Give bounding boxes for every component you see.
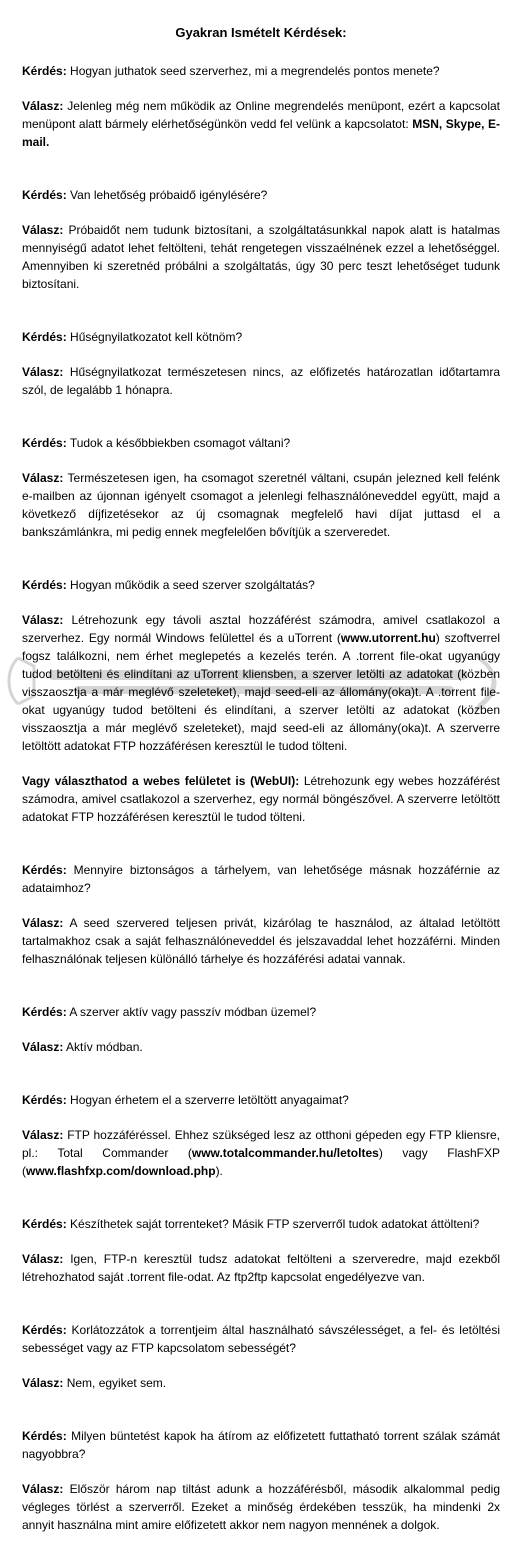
question-label: Kérdés:: [22, 1323, 67, 1337]
question-text: Mennyire biztonságos a tárhelyem, van lehetősége másnak hozzáférnie az adataimhoz?: [22, 863, 500, 895]
alternative-label: Vagy választhatod a webes felületet is (WebUI):: [22, 774, 300, 788]
answer-label: Válasz:: [22, 916, 64, 930]
faq-item: [22, 1427, 500, 1534]
faq-answer: [22, 469, 500, 541]
question-text: Készíthetek saját torrenteket? Másik FTP szerverről tudok adatokat áttölteni?: [70, 1217, 480, 1231]
answer-text: Jelenleg még nem működik az Online megrendelés menüpont, ezért a kapcsolat menüpont alatt bármely elérhetőségünkön vedd fel velünk a kapcsolatot:: [22, 99, 500, 131]
faq-item: [22, 1091, 500, 1180]
answer-label: Válasz:: [22, 99, 64, 113]
faq-question: [22, 1215, 500, 1233]
answer-emphasis: www.flashfxp.com/download.php: [26, 1164, 216, 1178]
faq-answer: [22, 914, 500, 968]
answer-label: Válasz:: [22, 1482, 64, 1496]
question-label: Kérdés:: [22, 330, 67, 344]
answer-label: Válasz:: [22, 365, 64, 379]
faq-question: [22, 1091, 500, 1109]
question-label: Kérdés:: [22, 1093, 67, 1107]
faq-answer: [22, 1480, 500, 1534]
faq-item: [22, 1321, 500, 1392]
faq-question: [22, 186, 500, 204]
answer-text: Létrehozunk egy távoli asztal hozzáférést számodra, amivel csatlakozol a szerverhez. Egy normál Windows felülettel és a uTorrent (: [22, 613, 500, 645]
faq-item: [22, 1215, 500, 1286]
answer-emphasis: MSN, Skype, E-mail.: [22, 117, 500, 149]
faq-question: [22, 861, 500, 897]
answer-text: A seed szervered teljesen privát, kizárólag te használod, az általad letöltött tartalmakhoz csak a saját felhasználóneveddel és jelszavaddal lehet hozzáférni. Minden felhasználónak teljesen különálló tárhelye és hozzáférési adatai vannak.: [22, 916, 501, 966]
question-text: Milyen büntetést kapok ha átírom az előfizetett futtatható torrent szálak számát nagyobbra?: [22, 1429, 500, 1461]
question-label: Kérdés:: [22, 1005, 67, 1019]
question-text: Korlátozzátok a torrentjeim által használható sávszélességet, a fel- és letöltési sebességet vagy az FTP kapcsolatom sebességét?: [22, 1323, 500, 1355]
faq-question: [22, 62, 500, 80]
faq-question: [22, 328, 500, 346]
question-text: Hűségnyilatkozatot kell kötnöm?: [70, 330, 243, 344]
faq-answer: [22, 611, 500, 755]
answer-text: ) vagy FlashFXP (: [22, 1146, 500, 1178]
faq-item: [22, 434, 500, 541]
answer-label: Válasz:: [22, 613, 64, 627]
faq-list: [22, 62, 500, 1534]
faq-answer: [22, 1038, 500, 1056]
alternative-text: Létrehozunk egy webes hozzáférést számodra, amivel csatlakozol a szerverhez, egy normál böngészővel. A szerverre letöltött adatokat FTP hozzáférésen keresztül le tudod tölteni.: [22, 774, 500, 824]
faq-item: [22, 328, 500, 399]
question-text: Hogyan juthatok seed szerverhez, mi a megrendelés pontos menete?: [70, 64, 440, 78]
question-label: Kérdés:: [22, 863, 67, 877]
answer-emphasis: www.utorrent.hu: [340, 631, 436, 645]
question-label: Kérdés:: [22, 188, 67, 202]
faq-question: [22, 576, 500, 594]
answer-text: ).: [215, 1164, 223, 1178]
page-title: Gyakran Ismételt Kérdések:: [175, 25, 347, 40]
answer-label: Válasz:: [22, 1128, 64, 1142]
faq-answer: [22, 1250, 500, 1286]
answer-text: FTP hozzáféréssel. Ehhez szükséged lesz az otthoni gépeden egy FTP kliensre, pl.: Total Commander (: [22, 1128, 500, 1160]
question-text: Van lehetőség próbaidő igénylésére?: [70, 188, 268, 202]
answer-text: Először három nap tiltást adunk a hozzáférésből, második alkalommal pedig végleges törlést a szerverről. Ezeket a minőség érdekében tesszük, ha mindenki 2x annyit használna mint amire előfizetett akkor nem nagyon mennének a dolgok.: [22, 1482, 500, 1532]
answer-text: Hűségnyilatkozat természetesen nincs, az előfizetés határozatlan időtartamra szól, de legalább 1 hónapra.: [22, 365, 501, 397]
question-text: Tudok a későbbiekben csomagot váltani?: [69, 436, 291, 450]
question-text: A szerver aktív vagy passzív módban üzemel?: [69, 1005, 317, 1019]
faq-item: [22, 62, 500, 151]
answer-text: Igen, FTP-n keresztül tudsz adatokat feltölteni a szerveredre, majd ezekből létrehozhatod saját .torrent file-odat. Az ftp2ftp kapcsolat engedélyezve van.: [22, 1252, 500, 1284]
question-label: Kérdés:: [22, 1429, 67, 1443]
faq-answer: [22, 221, 500, 293]
answer-text: Nem, egyiket sem.: [66, 1376, 167, 1390]
answer-text: Aktív módban.: [66, 1040, 143, 1054]
answer-text: Próbaidőt nem tudunk biztosítani, a szolgáltatásunkkal napok alatt is hatalmas mennyiségű adatot lehet feltölteni, tehát rengetegen visszaélnének ezzel a lehetőséggel. Amennyiben ki szeretnéd próbálni a szolgáltatás, úgy 30 perc teszt lehetőséget tudunk biztosítani.: [22, 223, 500, 291]
faq-question: [22, 434, 500, 452]
faq-answer: [22, 97, 500, 151]
answer-label: Válasz:: [22, 1252, 64, 1266]
faq-item: [22, 1003, 500, 1056]
answer-label: Válasz:: [22, 1040, 64, 1054]
question-text: Hogyan érhetem el a szerverre letöltött anyagaimat?: [70, 1093, 349, 1107]
faq-answer: [22, 1126, 500, 1180]
question-label: Kérdés:: [22, 1217, 67, 1231]
faq-answer: [22, 1374, 500, 1392]
answer-label: Válasz:: [22, 1376, 64, 1390]
faq-question: [22, 1003, 500, 1021]
faq-question: [22, 1321, 500, 1357]
question-label: Kérdés:: [22, 436, 67, 450]
answer-emphasis: www.totalcommander.hu/letoltes: [191, 1146, 379, 1160]
question-label: Kérdés:: [22, 64, 67, 78]
faq-item: [22, 576, 500, 826]
faq-answer: [22, 363, 500, 399]
answer-text: ) szoftverrel fogsz találkozni, nem érhet meglepetés a kezelés terén. A .torrent file-okat ugyanúgy tudod betölteni és elindítani az uTorrent kliensben, a szerver letölti az adatokat (közben visszaosztja a már meglévő szeleteket), majd seed-eli az állomány(oka)t. A .torrent file-okat ugyanúgy tudod betölteni és elindítani, a szerver letölti az adatokat (közben visszaosztja a már meglévő szeleteket), majd seed-eli az állomány(oka)t. A szerverre letöltött adatokat FTP hozzáférésen keresztül le tudod tölteni.: [22, 631, 500, 753]
question-text: Hogyan működik a seed szerver szolgáltatás?: [70, 578, 315, 592]
answer-text: Természetesen igen, ha csomagot szeretnél váltani, csupán jelezned kell felénk e-mailben az újonnan igényelt csomagot a jelenlegi felhasználóneveddel együtt, majd a következő díjfizetésekor az új csomagnak megfelelő havi díjat juttasd el a bankszámlánkra, mi pedig ennek megfelelően bővítjük a szerveredet.: [22, 471, 501, 539]
answer-label: Válasz:: [22, 223, 64, 237]
faq-question: [22, 1427, 500, 1463]
faq-item: [22, 861, 500, 968]
faq-alternative: [22, 772, 500, 826]
answer-label: Válasz:: [22, 471, 64, 485]
faq-item: [22, 186, 500, 293]
question-label: Kérdés:: [22, 578, 67, 592]
